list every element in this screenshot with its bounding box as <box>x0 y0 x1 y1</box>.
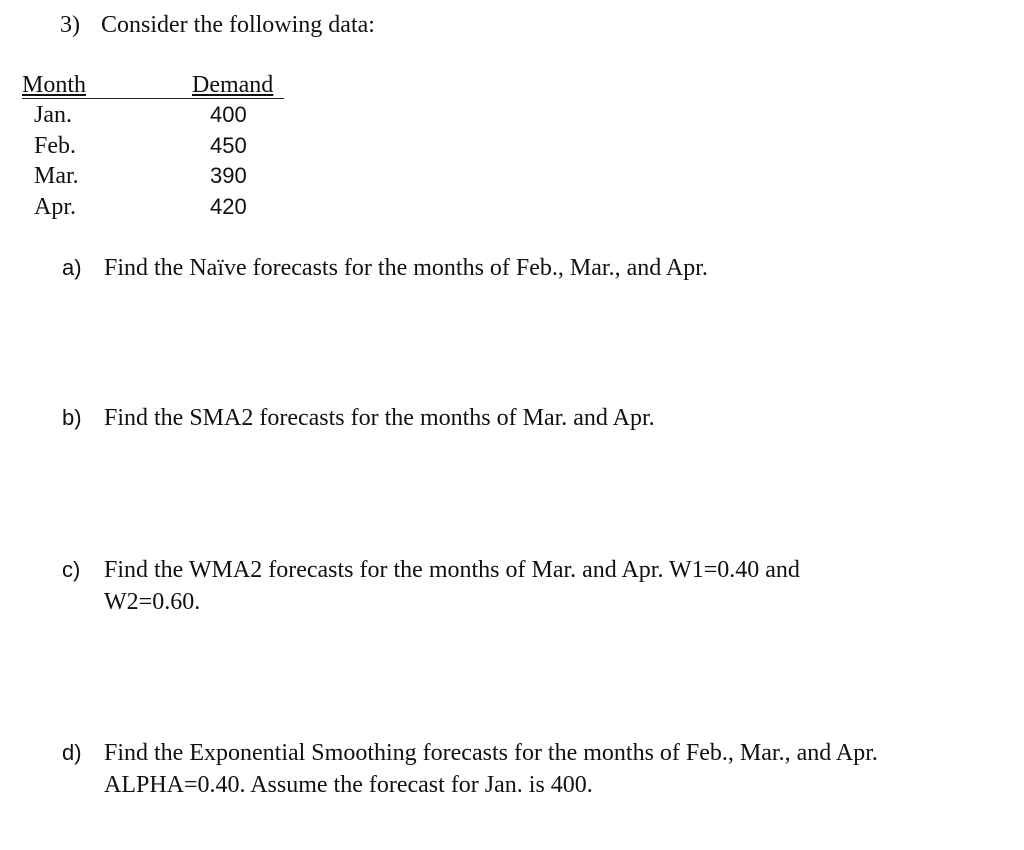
cell-demand: 390 <box>210 163 247 188</box>
part-d-text-line1: Find the Exponential Smoothing forecasts for the months of Feb., Mar., and Apr. <box>104 740 878 766</box>
part-d <box>62 738 1002 802</box>
part-c-text-line2: W2=0.60. <box>104 589 201 615</box>
cell-demand: 450 <box>210 133 247 158</box>
cell-demand: 420 <box>210 194 247 219</box>
cell-month: Jan. <box>34 102 72 128</box>
cell-demand: 400 <box>210 102 247 127</box>
column-header-month: Month <box>22 72 87 98</box>
part-b-label: b) <box>62 405 82 430</box>
table-row <box>20 133 290 163</box>
part-b <box>62 403 962 437</box>
question-prompt: Consider the following data: <box>101 12 375 38</box>
demand-table <box>20 72 290 232</box>
table-row <box>20 194 290 224</box>
part-d-text-line2: ALPHA=0.40. Assume the forecast for Jan. is 400. <box>104 772 593 798</box>
part-b-text: Find the SMA2 forecasts for the months of Mar. and Apr. <box>104 405 655 431</box>
cell-month: Feb. <box>34 133 76 159</box>
cell-month: Mar. <box>34 163 79 189</box>
part-a <box>62 253 962 287</box>
part-c-label: c) <box>62 557 81 582</box>
table-row <box>20 163 290 193</box>
part-c-text-line1: Find the WMA2 forecasts for the months of Mar. and Apr. W1=0.40 and <box>104 557 800 583</box>
table-row <box>20 102 290 132</box>
question-number: 3) <box>60 12 80 38</box>
part-d-label: d) <box>62 740 82 765</box>
part-c <box>62 555 962 619</box>
cell-month: Apr. <box>34 194 76 220</box>
column-header-demand: Demand <box>192 72 274 98</box>
header-underline <box>22 98 284 99</box>
part-a-label: a) <box>62 255 82 280</box>
part-a-text: Find the Naïve forecasts for the months of Feb., Mar., and Apr. <box>104 255 708 281</box>
